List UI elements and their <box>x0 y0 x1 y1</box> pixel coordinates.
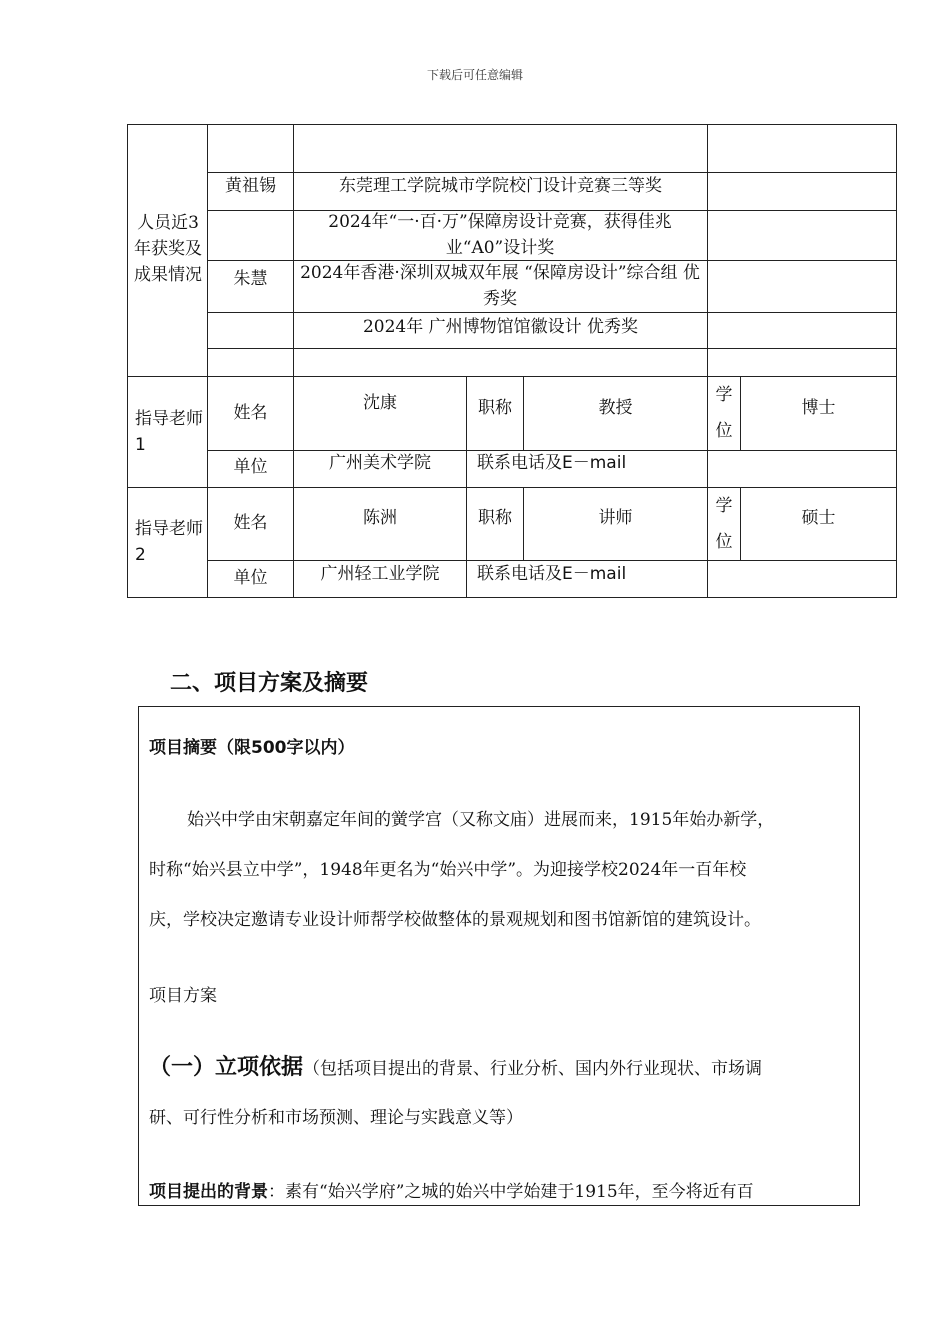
advisor-1-contact-label: 联系电话及E－mail <box>477 453 627 473</box>
abstract-box <box>138 706 860 1206</box>
info-table <box>127 124 897 598</box>
advisor-2-degree: 硕士 <box>801 508 836 528</box>
award-text-5: 2024年 广州博物馆馆徽设计 优秀奖 <box>362 317 639 337</box>
advisor-2-degree-label <box>708 487 740 560</box>
advisor-2-name-label: 姓名 <box>233 513 268 533</box>
advisor-1-title: 教授 <box>598 398 633 418</box>
advisor-2-contact-label: 联系电话及E－mail <box>477 564 627 584</box>
background-line <box>149 1179 849 1205</box>
advisor-1-name: 沈康 <box>363 393 397 413</box>
advisor-1-label: 指导老师1 <box>135 409 203 455</box>
award-text-2: 东莞理工学院城市学院校门设计竞赛三等奖 <box>339 176 662 196</box>
advisor-1-name-label: 姓名 <box>233 403 268 423</box>
advisor-2-title-label: 职称 <box>478 508 512 528</box>
abstract-heading: 项目摘要（限500字以内） <box>149 738 355 758</box>
advisor-2-unit-label: 单位 <box>233 568 268 588</box>
page-header-note: 下载后可任意编辑 <box>426 68 523 82</box>
advisor-1-title-label: 职称 <box>478 398 512 418</box>
background-label: 项目提出的背景 <box>149 1182 268 1202</box>
advisor-2-degree-label-text: 学位 <box>715 495 733 552</box>
advisor-1-unit: 广州美术学院 <box>329 453 431 473</box>
advisor-1-degree-label-text: 学位 <box>715 385 733 441</box>
basis-line-1 <box>149 1055 849 1082</box>
award-name-2: 黄祖锡 <box>225 176 276 196</box>
basis-note-line-1: （包括项目提出的背景、行业分析、国内外行业现状、市场调 <box>303 1059 763 1079</box>
award-name-4: 朱慧 <box>233 269 268 289</box>
background-text: ：素有“始兴学府”之城的始兴中学始建于1915年，至今将近有百 <box>268 1182 754 1202</box>
advisor-1-unit-label: 单位 <box>233 457 268 477</box>
abstract-para-line-3: 庆，学校决定邀请专业设计师帮学校做整体的景观规划和图书馆新馆的建筑设计。 <box>149 910 761 930</box>
plan-label: 项目方案 <box>149 986 217 1006</box>
basis-note-line-2: 研、可行性分析和市场预测、理论与实践意义等） <box>149 1108 523 1128</box>
advisor-2-unit: 广州轻工业学院 <box>320 564 440 584</box>
advisor-1-degree: 博士 <box>801 398 836 418</box>
awards-section-label <box>131 194 205 304</box>
section-2-title: 二、项目方案及摘要 <box>170 671 369 696</box>
advisor-2-contact[interactable] <box>708 561 896 597</box>
award-text-3: 2024年“一·百·万”保障房设计竞赛，获得佳兆业“A0”设计奖 <box>328 212 672 258</box>
advisor-2-name: 陈洲 <box>363 508 397 528</box>
advisor-1-contact[interactable] <box>708 450 896 487</box>
abstract-para-line-2: 时称“始兴县立中学”，1948年更名为“始兴中学”。为迎接学校2024年一百年校 <box>149 860 747 880</box>
advisor-2-title: 讲师 <box>598 508 633 528</box>
awards-section-label-text: 人员近3年获奖及成果情况 <box>134 213 202 285</box>
advisor-1-degree-label <box>708 376 740 450</box>
award-text-4: 2024年香港·深圳双城双年展 “保障房设计”综合组 优秀奖 <box>300 263 700 309</box>
basis-title: （一）立项依据 <box>149 1055 304 1080</box>
advisor-2-label: 指导老师2 <box>135 519 203 565</box>
abstract-para-line-1: 始兴中学由宋朝嘉定年间的黉学宫（又称文庙）进展而来，1915年始办新学， <box>187 810 775 830</box>
